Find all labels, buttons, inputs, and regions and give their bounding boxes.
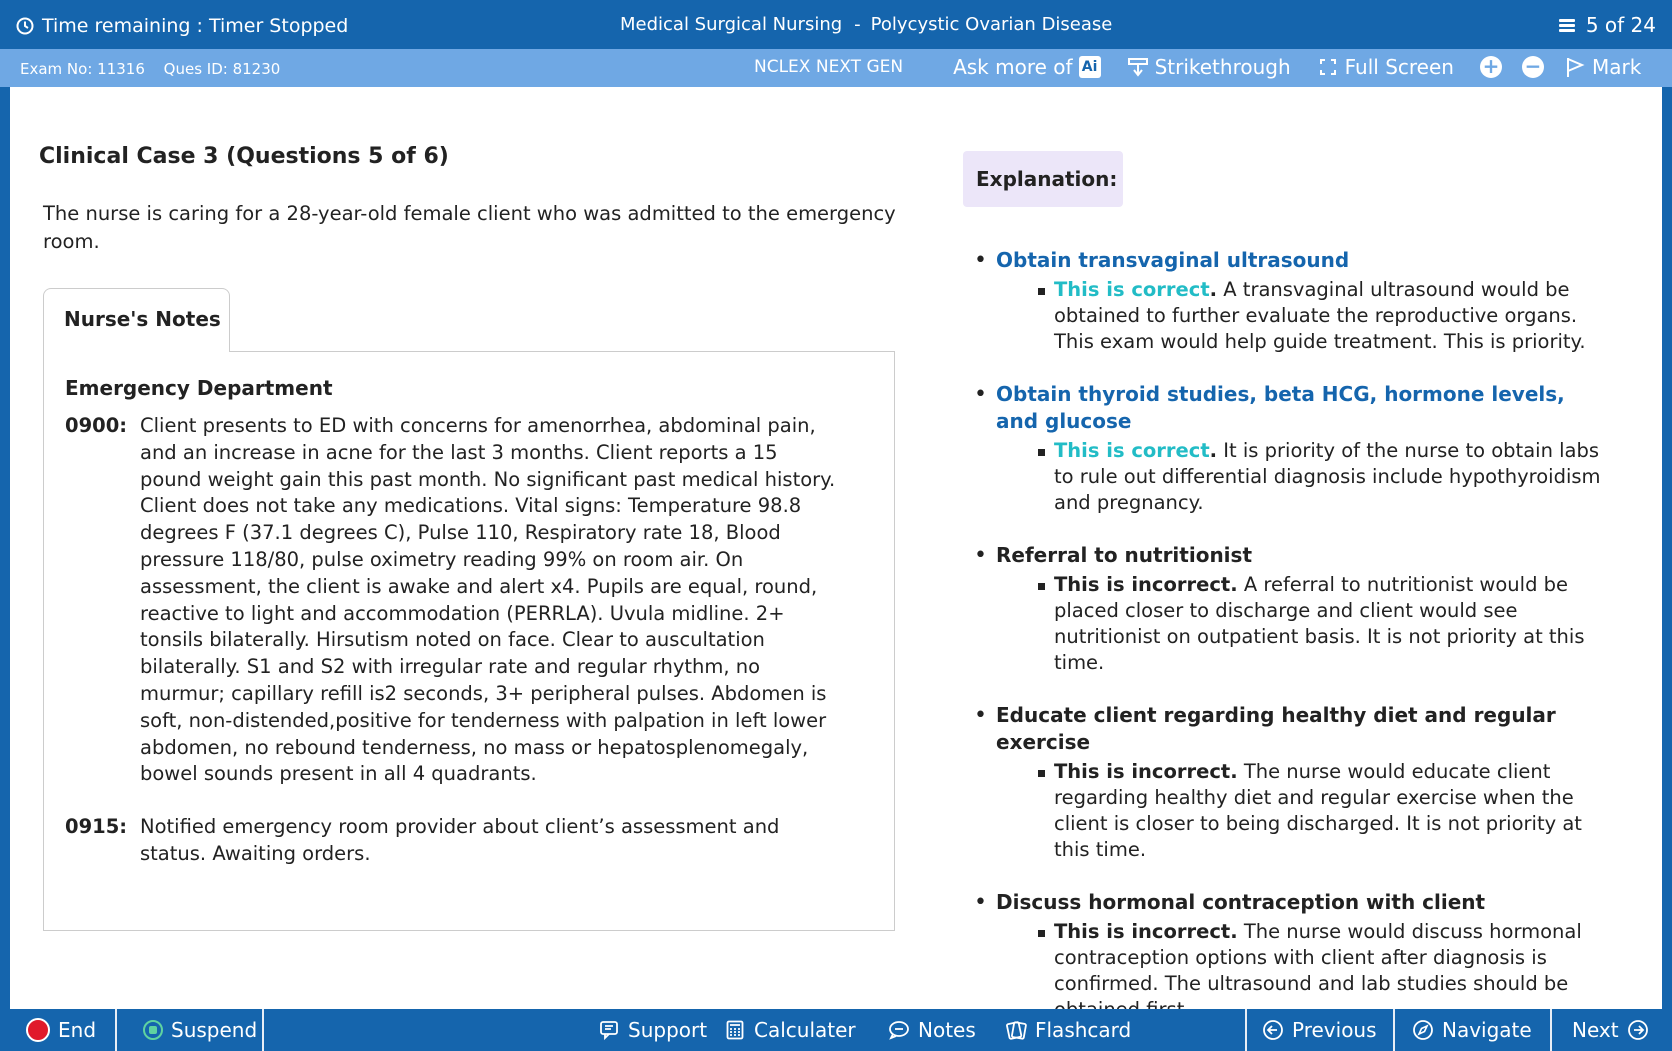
ai-icon: Ai [1079, 56, 1101, 78]
flashcard-button[interactable] [1005, 1009, 1131, 1051]
stop-icon [26, 1018, 50, 1042]
main-content [10, 87, 1662, 1009]
verdict: This is correct [1054, 278, 1210, 301]
note-entry [65, 413, 873, 788]
rationale-text: The nurse would educate client regarding healthy diet and regular exercise when the client is closer to being discharged. It is not priority at this time. [1054, 760, 1582, 861]
bottom-bar [0, 1009, 1672, 1051]
previous-label: Previous [1292, 1018, 1377, 1042]
exam-info [20, 60, 294, 78]
support-button[interactable] [598, 1009, 707, 1051]
stack-icon [1556, 14, 1578, 36]
compass-icon [1412, 1019, 1434, 1041]
verdict: This is incorrect. [1054, 573, 1238, 596]
explanation-list [970, 247, 1610, 1049]
mark-button[interactable] [1564, 55, 1641, 79]
explanation-item [970, 247, 1610, 355]
divider [262, 1009, 264, 1051]
tab-label: Nurse's Notes [64, 307, 221, 331]
top-bar [0, 0, 1672, 49]
topic-title: Polycystic Ovarian Disease [870, 14, 1113, 35]
exam-title [620, 14, 1112, 35]
support-icon [598, 1019, 620, 1041]
strikethrough-icon [1127, 56, 1149, 78]
full-screen-button[interactable] [1317, 55, 1454, 79]
rationale [1054, 277, 1610, 355]
divider [1550, 1009, 1552, 1051]
tab-nurses-notes[interactable] [43, 288, 230, 352]
note-text: Client presents to ED with concerns for amenorrhea, abdominal pain, and an increase in acne for the last 3 months. Client reports a 15 pound weight gain this past month. No significant past medical history. Client does not take any medications. Vital signs: Temperature 98.8 degrees F (37.1 degrees C), Pulse 110, Respiratory rate 18, Blood pressure 118/80, pulse oximetry reading 99% on room air. On assessment, the client is awake and alert x4. Pupils are equal, round, reactive to light and accommodation (PERRLA). Uvula midline. 2+ tonsils bilaterally. Hirsutism noted on face. Clear to auscultation bilaterally. S1 and S2 with irregular rate and regular rhythm, no murmur; capillary refill is2 seconds, 3+ peripheral pulses. Abdomen is soft, non-distended,positive for tenderness with palpation in left lower abdomen, no rebound tenderness, no mass or hepatosplenomegaly, bowel sounds present in all 4 quadrants. [140, 414, 836, 786]
rationale [1054, 759, 1610, 863]
clock-icon [14, 15, 36, 37]
explanation-item [970, 889, 1610, 1023]
divider [1245, 1009, 1247, 1051]
rationale-text: A referral to nutritionist would be placed closer to discharge and client would see nutritionist on outpatient basis. It is not priority at this time. [1054, 573, 1585, 674]
title-separator: - [854, 14, 861, 35]
strikethrough-label: Strikethrough [1154, 55, 1291, 79]
expand-icon [1317, 56, 1339, 78]
verdict: This is incorrect. [1054, 760, 1238, 783]
department-heading: Emergency Department [65, 376, 333, 400]
option-text: • Obtain thyroid studies, beta HCG, hormone levels, and glucose [996, 382, 1565, 433]
zoom-out-button[interactable] [1522, 56, 1544, 78]
pause-icon [143, 1020, 163, 1040]
support-label: Support [628, 1018, 708, 1042]
minus-icon: − [1522, 56, 1544, 78]
notes-button[interactable] [888, 1009, 976, 1051]
chat-bubble-icon [888, 1019, 910, 1041]
rationale [1054, 572, 1610, 676]
suspend-button[interactable] [143, 1009, 257, 1051]
arrow-right-circle-icon [1627, 1019, 1649, 1041]
arrow-left-circle-icon [1262, 1019, 1284, 1041]
note-time: 0915: [65, 815, 128, 839]
question-id: Ques ID: 81230 [163, 60, 281, 78]
suspend-label: Suspend [171, 1018, 258, 1042]
rationale-text: It is priority of the nurse to obtain labs to rule out differential diagnosis include hypothyroidism and pregnancy. [1054, 439, 1601, 514]
calculator-icon [724, 1019, 746, 1041]
counter-text: 5 of 24 [1585, 13, 1656, 37]
explanation-item [970, 542, 1610, 676]
subject-title: Medical Surgical Nursing [620, 14, 843, 35]
timer [14, 15, 348, 37]
zoom-in-button[interactable] [1480, 56, 1502, 78]
end-label: End [58, 1018, 97, 1042]
verdict-punct: . [1209, 278, 1218, 301]
calculator-label: Calculater [754, 1018, 856, 1042]
calculator-button[interactable] [724, 1009, 856, 1051]
navigate-label: Navigate [1442, 1018, 1532, 1042]
flashcard-label: Flashcard [1035, 1018, 1132, 1042]
navigate-button[interactable] [1412, 1009, 1532, 1051]
option-text: • Referral to nutritionist [996, 543, 1253, 567]
nurses-notes-panel [43, 351, 895, 931]
note-text: Notified emergency room provider about client’s assessment and status. Awaiting orders. [140, 815, 780, 865]
verdict: This is correct [1054, 439, 1210, 462]
plus-icon: + [1480, 56, 1502, 78]
tools [754, 55, 1667, 79]
exam-number: Exam No: 11316 [20, 60, 145, 78]
strikethrough-button[interactable] [1127, 55, 1291, 79]
option-text: • Educate client regarding healthy diet and regular exercise [996, 703, 1556, 754]
divider [115, 1009, 117, 1051]
full-screen-label: Full Screen [1344, 55, 1454, 79]
option-text: • Obtain transvaginal ultrasound [996, 248, 1350, 272]
verdict: This is incorrect. [1054, 920, 1238, 943]
question-counter [1556, 13, 1656, 37]
note-entry [65, 814, 873, 868]
tool-bar [0, 49, 1672, 87]
rationale-text: The nurse would discuss hormonal contraception options with client after diagnosis is confirmed. The ultrasound and lab studies should be [1054, 920, 1582, 995]
rationale [1054, 919, 1610, 1023]
case-intro: The nurse is caring for a 28-year-old female client who was admitted to the emergency room. [43, 202, 896, 253]
explanation-item [970, 381, 1610, 516]
flag-icon [1564, 56, 1586, 78]
mark-label: Mark [1591, 55, 1642, 79]
option-text: • Discuss hormonal contraception with client [996, 890, 1486, 914]
timer-label: Time remaining : Timer Stopped [42, 15, 349, 37]
explanation-label: Explanation: [963, 151, 1123, 207]
explanation-item [970, 702, 1610, 863]
end-button[interactable] [26, 1009, 96, 1051]
exam-mode: NCLEX NEXT GEN [754, 57, 904, 77]
rationale [1054, 438, 1610, 516]
next-label: Next [1572, 1018, 1619, 1042]
case-title: Clinical Case 3 (Questions 5 of 6) [39, 144, 449, 169]
verdict-punct: . [1209, 439, 1218, 462]
divider [1393, 1009, 1395, 1051]
next-button[interactable] [1572, 1009, 1649, 1051]
note-time: 0900: [65, 414, 128, 437]
ask-ai-label: Ask more of [953, 55, 1073, 79]
flashcard-icon [1005, 1019, 1027, 1041]
notes-label: Notes [918, 1018, 976, 1042]
previous-button[interactable] [1262, 1009, 1377, 1051]
rationale-text: A transvaginal ultrasound would be obtained to further evaluate the reproductive organs. This exam would help guide treatment. This is priority. [1054, 278, 1586, 353]
ask-ai-button[interactable] [953, 55, 1100, 79]
